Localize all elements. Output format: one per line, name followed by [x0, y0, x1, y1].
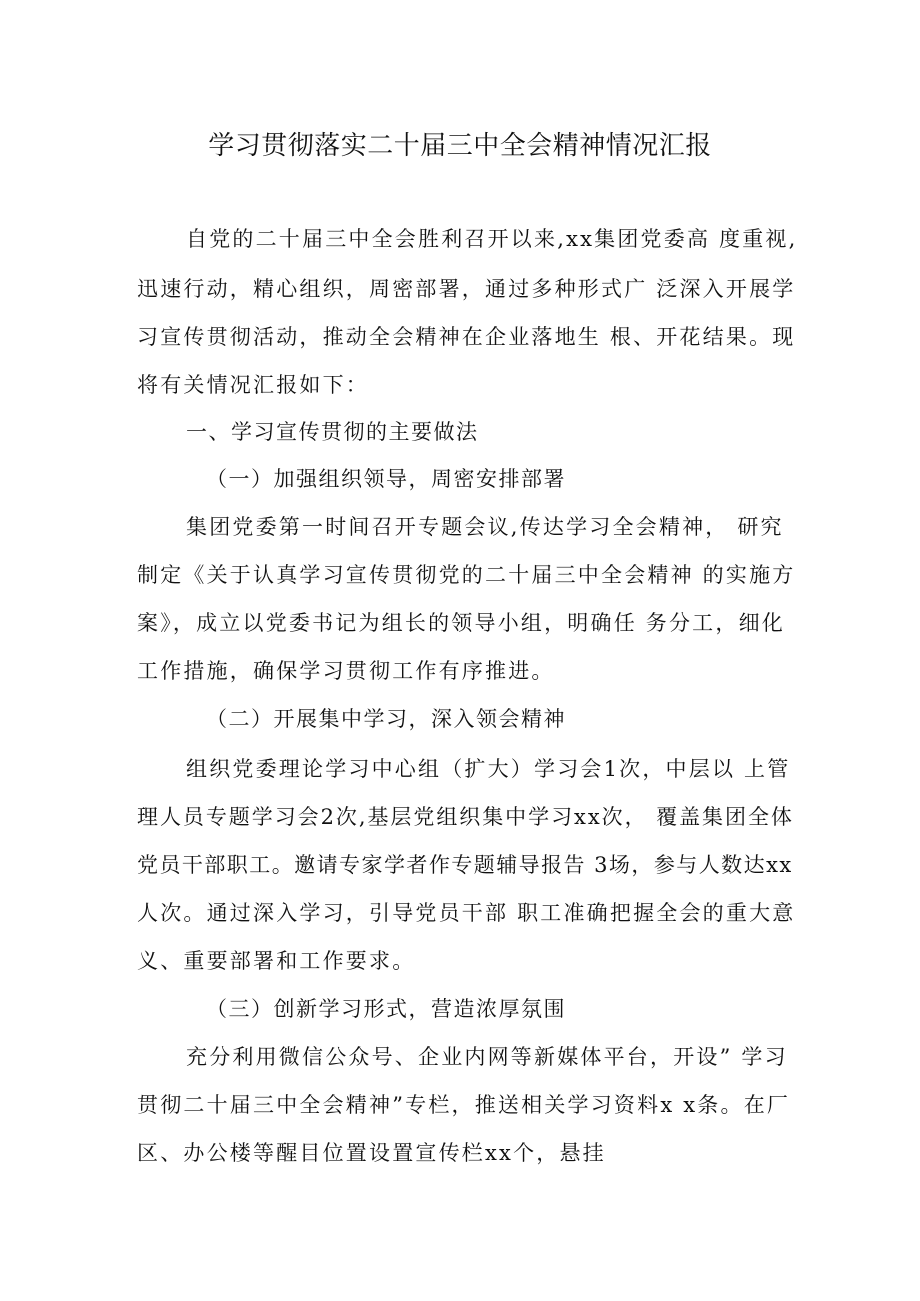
subsection-3-line-3: 区、办公楼等醒目位置设置宣传栏xx个，悬挂 — [137, 1141, 606, 1165]
subsection-2-line-5: 义、重要部署和工作要求。 — [137, 949, 416, 973]
subsection-1-line-3: 案》，成立以党委书记为组长的领导小组，明确任 务分工，细化 — [137, 611, 785, 635]
subsection-2-line-4: 人次。通过深入学习，引导党员干部 职工准确把握全会的重大意 — [137, 901, 796, 925]
subsection-2-line-3: 党员干部职工。邀请专家学者作专题辅导报告 3场，参与人数达xx — [137, 853, 793, 877]
intro-line-2: 迅速行动，精心组织，周密部署，通过多种形式广 泛深入开展学 — [137, 277, 796, 301]
subsection-3-line-2: 贯彻二十届三中全会精神”专栏，推送相关学习资料x x条。在厂 — [137, 1093, 791, 1117]
intro-line-1: 自党的二十届三中全会胜利召开以来,xx集团党委高 度重视, — [186, 227, 798, 251]
subsection-2-line-2: 理人员专题学习会2次,基层党组织集中学习xx次， 覆盖集团全体 — [137, 805, 794, 829]
subsection-1-heading: （一）加强组织领导，周密安排部署 — [206, 467, 566, 491]
subsection-2-heading: （二）开展集中学习，深入领会精神 — [206, 707, 566, 731]
subsection-2-line-1: 组织党委理论学习中心组（扩大）学习会1次，中层以 上管 — [186, 757, 791, 781]
subsection-1-line-1: 集团党委第一时间召开专题会议,传达学习全会精神， 研究 — [186, 515, 784, 539]
intro-line-3: 习宣传贯彻活动，推动全会精神在企业落地生 根、开花结果。现 — [137, 325, 796, 349]
subsection-1-line-2: 制定《关于认真学习宣传贯彻党的二十届三中全会精神 的实施方 — [137, 563, 796, 587]
intro-line-4: 将有关情况汇报如下： — [137, 373, 369, 397]
subsection-3-heading: （三）创新学习形式，营造浓厚氛围 — [206, 997, 566, 1021]
subsection-3-line-1: 充分利用微信公众号、企业内网等新媒体平台，开设” 学习 — [186, 1045, 788, 1069]
section-1-heading: 一、学习宣传贯彻的主要做法 — [186, 420, 479, 444]
document-title: 学习贯彻落实二十届三中全会精神情况汇报 — [208, 131, 712, 161]
subsection-1-line-4: 工作措施，确保学习贯彻工作有序推进。 — [137, 659, 555, 683]
